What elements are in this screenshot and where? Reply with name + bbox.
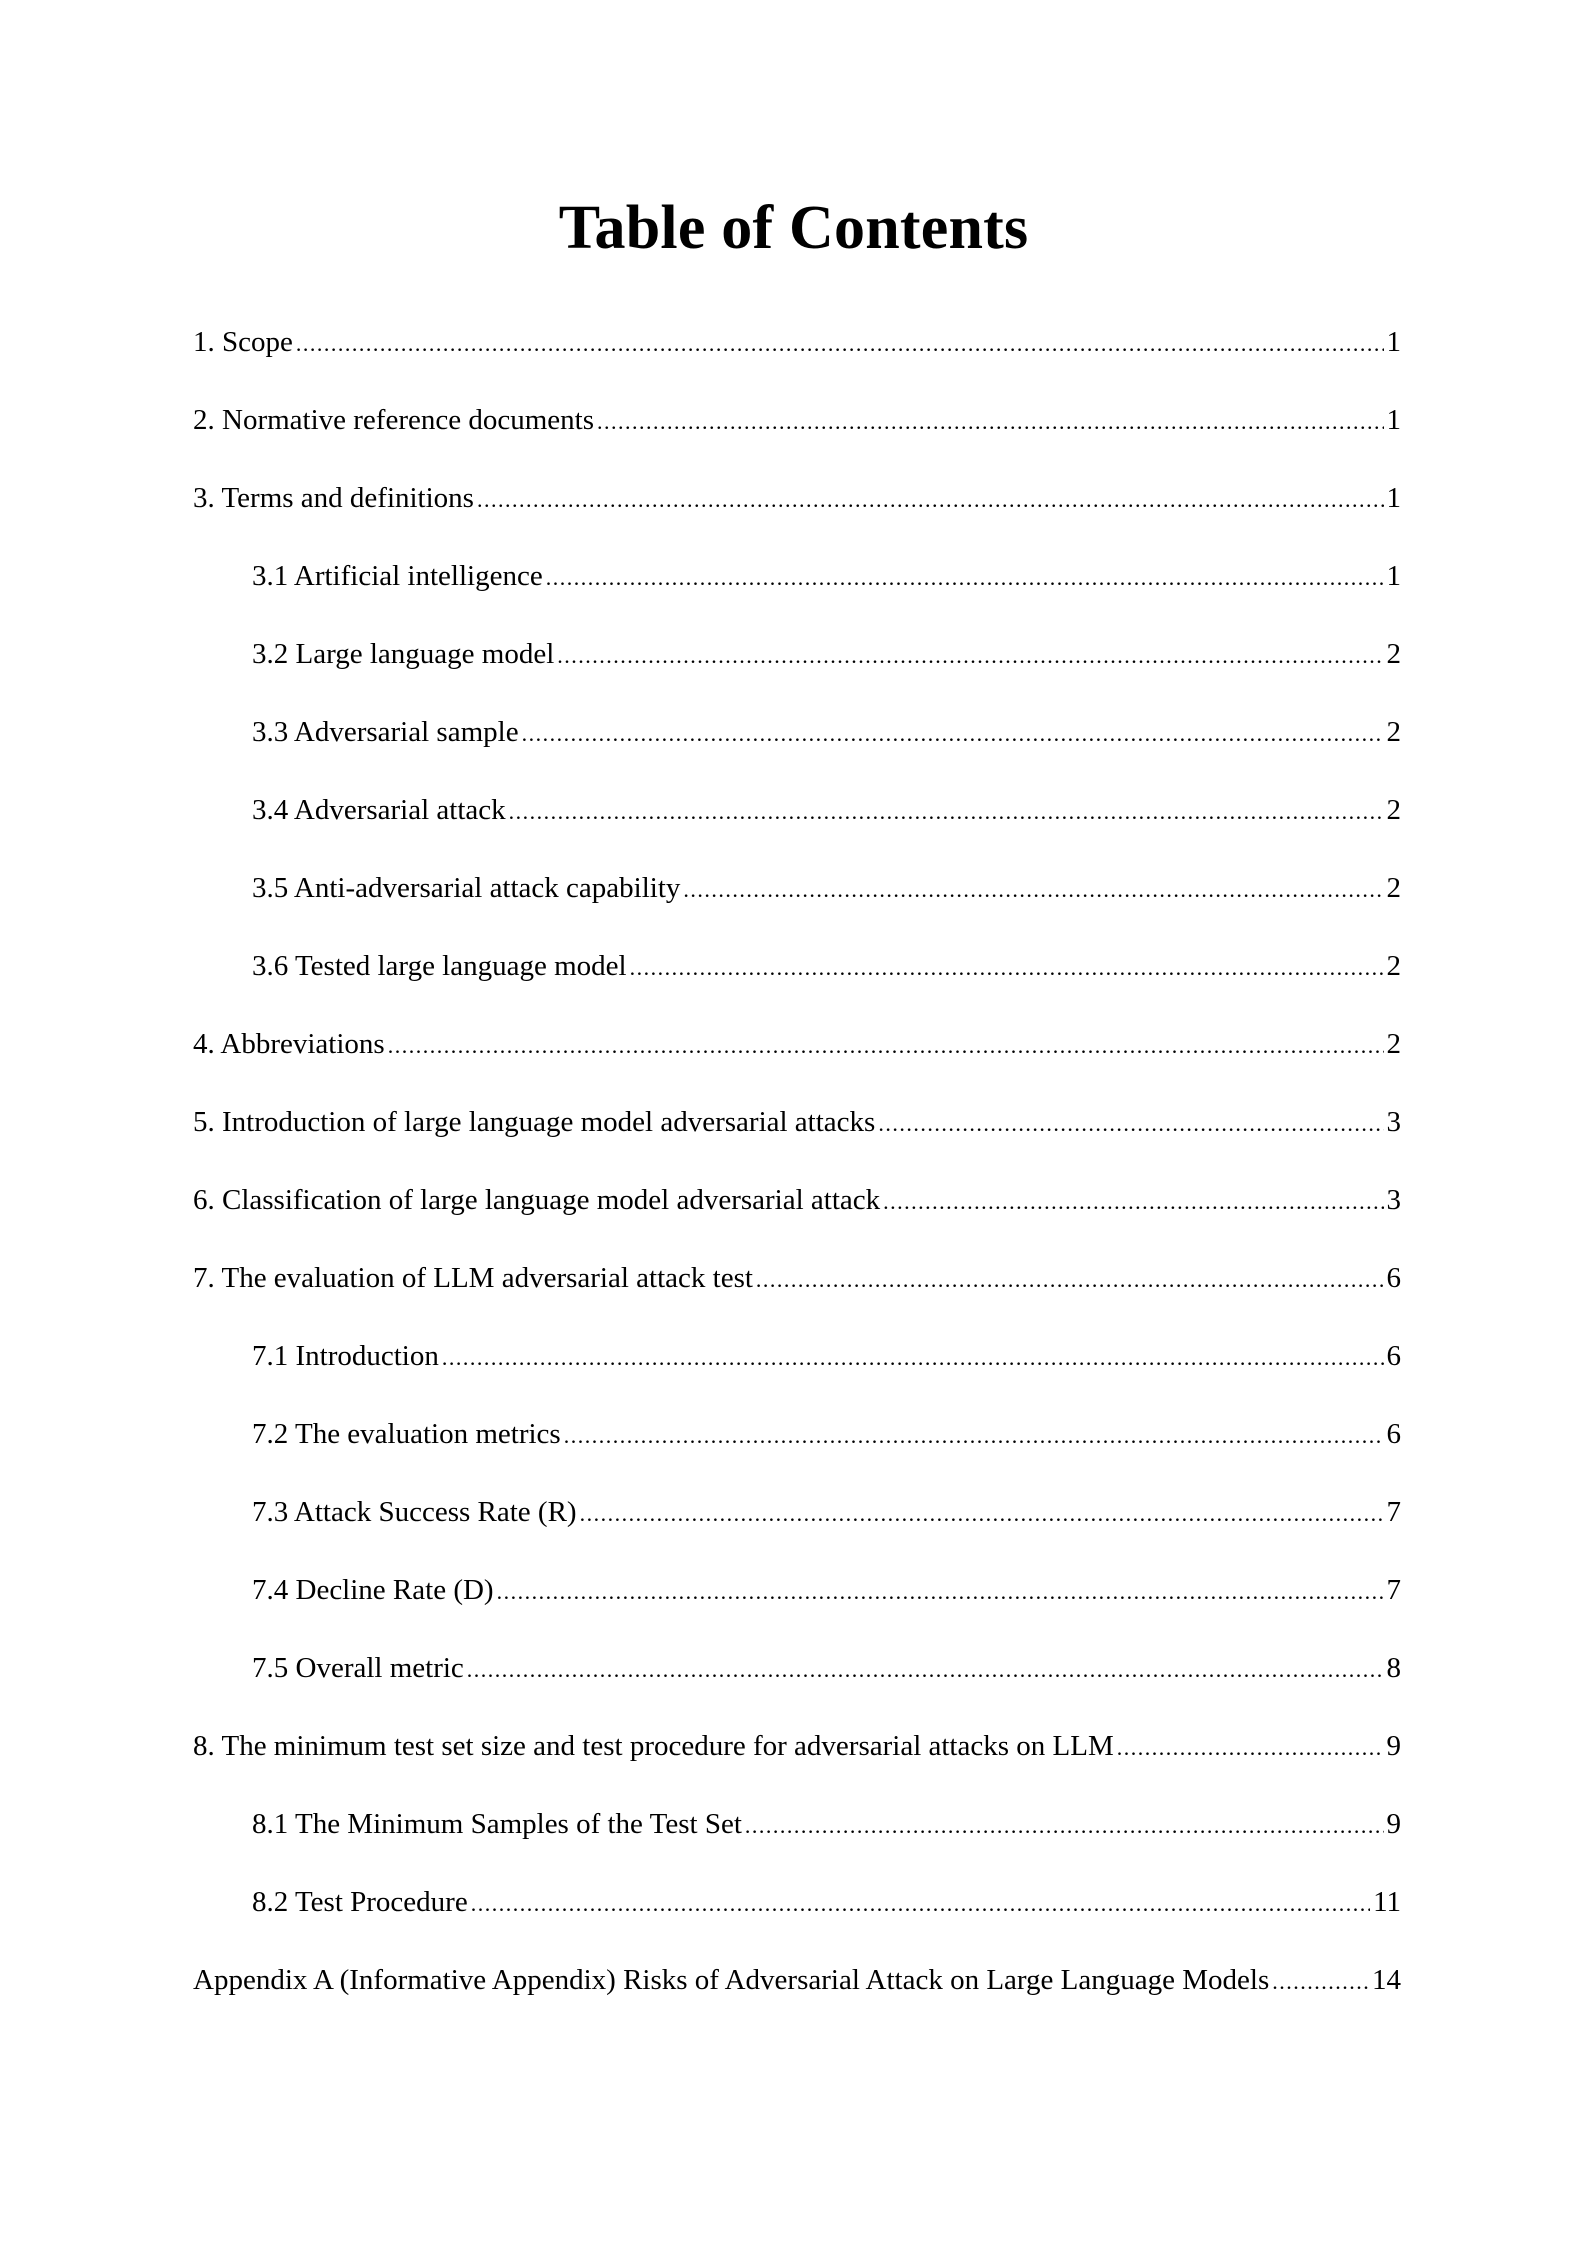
toc-entry-page: 2 xyxy=(1386,794,1401,826)
toc-entry-page: 6 xyxy=(1386,1418,1401,1450)
toc-entry-page: 2 xyxy=(1386,950,1401,982)
toc-leader-dots xyxy=(745,1804,1384,1848)
toc-entry[interactable] xyxy=(252,1802,1401,1846)
toc-leader-dots xyxy=(630,946,1384,990)
toc-entry[interactable] xyxy=(252,554,1401,598)
toc-entry[interactable] xyxy=(252,1334,1401,1378)
toc-entry[interactable] xyxy=(193,320,1401,364)
toc-entry-title: 4. Abbreviations xyxy=(193,1028,385,1060)
toc-entry-page: 7 xyxy=(1386,1574,1401,1606)
toc-entry-page: 2 xyxy=(1386,716,1401,748)
toc-entry[interactable] xyxy=(193,1022,1401,1066)
toc-leader-dots xyxy=(497,1570,1384,1614)
toc-leader-dots xyxy=(522,712,1384,756)
toc-entry-title: 6. Classification of large language model adversarial attack xyxy=(193,1184,881,1216)
toc-entry[interactable] xyxy=(252,1490,1401,1534)
toc-entry[interactable] xyxy=(252,632,1401,676)
toc-entry-title: 7.2 The evaluation metrics xyxy=(252,1418,561,1450)
toc-entry-page: 7 xyxy=(1386,1496,1401,1528)
toc-leader-dots xyxy=(296,322,1384,366)
toc-entry[interactable] xyxy=(252,944,1401,988)
toc-leader-dots xyxy=(580,1492,1384,1536)
toc-leader-dots xyxy=(467,1648,1384,1692)
toc-entry[interactable] xyxy=(252,1412,1401,1456)
toc-entry-page: 2 xyxy=(1386,1028,1401,1060)
toc-entry-page: 6 xyxy=(1386,1262,1401,1294)
toc-entry-title: 3.6 Tested large language model xyxy=(252,950,627,982)
toc-entry-title: 8.2 Test Procedure xyxy=(252,1886,468,1918)
page-title: Table of Contents xyxy=(558,194,1029,262)
toc-entry-page: 3 xyxy=(1386,1184,1401,1216)
toc-entry-title: 7.1 Introduction xyxy=(252,1340,439,1372)
toc-entry-title: Appendix A (Informative Appendix) Risks of Adversarial Attack on Large Language Models xyxy=(193,1964,1270,1996)
toc-entry[interactable] xyxy=(193,1256,1401,1300)
toc-entry[interactable] xyxy=(252,1568,1401,1612)
toc-entry-page: 1 xyxy=(1386,404,1401,436)
toc-leader-dots xyxy=(546,556,1384,600)
toc-entry[interactable] xyxy=(193,398,1401,442)
toc-leader-dots xyxy=(442,1336,1384,1380)
toc-leader-dots xyxy=(471,1882,1370,1926)
toc-entry[interactable] xyxy=(193,476,1401,520)
toc-entry-title: 8. The minimum test set size and test procedure for adversarial attacks on LLM xyxy=(193,1730,1114,1762)
toc-entry[interactable] xyxy=(252,866,1401,910)
toc-leader-dots xyxy=(1272,1960,1369,2004)
toc-leader-dots xyxy=(883,1180,1383,1224)
toc-entry-title: 5. Introduction of large language model adversarial attacks xyxy=(193,1106,876,1138)
toc-leader-dots xyxy=(477,478,1384,522)
toc-entry[interactable] xyxy=(193,1100,1401,1144)
toc-entry-page: 11 xyxy=(1373,1886,1401,1918)
toc-entry-page: 9 xyxy=(1386,1730,1401,1762)
toc-leader-dots xyxy=(597,400,1384,444)
toc-entry-page: 1 xyxy=(1386,482,1401,514)
toc-entry-title: 7.5 Overall metric xyxy=(252,1652,464,1684)
toc-leader-dots xyxy=(388,1024,1384,1068)
toc-entry-title: 3.4 Adversarial attack xyxy=(252,794,506,826)
toc-entry-title: 8.1 The Minimum Samples of the Test Set xyxy=(252,1808,742,1840)
toc-entry-page: 3 xyxy=(1386,1106,1401,1138)
toc-leader-dots xyxy=(878,1102,1383,1146)
toc-entry-page: 14 xyxy=(1372,1964,1401,1996)
toc-entry-page: 8 xyxy=(1386,1652,1401,1684)
toc-entry-title: 7.4 Decline Rate (D) xyxy=(252,1574,494,1606)
toc-leader-dots xyxy=(1117,1726,1384,1770)
toc-entry-page: 9 xyxy=(1386,1808,1401,1840)
toc-entry[interactable] xyxy=(252,788,1401,832)
toc-entry-title: 2. Normative reference documents xyxy=(193,404,594,436)
toc-entry-title: 3. Terms and definitions xyxy=(193,482,474,514)
toc-entry-page: 2 xyxy=(1386,872,1401,904)
toc-leader-dots xyxy=(756,1258,1384,1302)
toc-entry-page: 2 xyxy=(1386,638,1401,670)
toc-entry[interactable] xyxy=(252,1880,1401,1924)
toc-entry-title: 3.2 Large language model xyxy=(252,638,555,670)
toc-entry-title: 1. Scope xyxy=(193,326,293,358)
toc-entry-title: 7.3 Attack Success Rate (R) xyxy=(252,1496,577,1528)
toc-entry-title: 3.3 Adversarial sample xyxy=(252,716,519,748)
toc-entry-title: 3.1 Artificial intelligence xyxy=(252,560,543,592)
toc-entry-page: 1 xyxy=(1386,326,1401,358)
toc-entry-page: 1 xyxy=(1386,560,1401,592)
toc-leader-dots xyxy=(557,634,1383,678)
toc-entry-page: 6 xyxy=(1386,1340,1401,1372)
toc-leader-dots xyxy=(683,868,1383,912)
toc-entry-title: 3.5 Anti-adversarial attack capability xyxy=(252,872,681,904)
toc-leader-dots xyxy=(564,1414,1384,1458)
toc-entry[interactable] xyxy=(252,710,1401,754)
toc-leader-dots xyxy=(509,790,1384,834)
toc-entry-title: 7. The evaluation of LLM adversarial attack test xyxy=(193,1262,753,1294)
toc-entry[interactable] xyxy=(193,1724,1401,1768)
toc-entry[interactable] xyxy=(193,1958,1401,2002)
toc-entry[interactable] xyxy=(252,1646,1401,1690)
toc-entry[interactable] xyxy=(193,1178,1401,1222)
